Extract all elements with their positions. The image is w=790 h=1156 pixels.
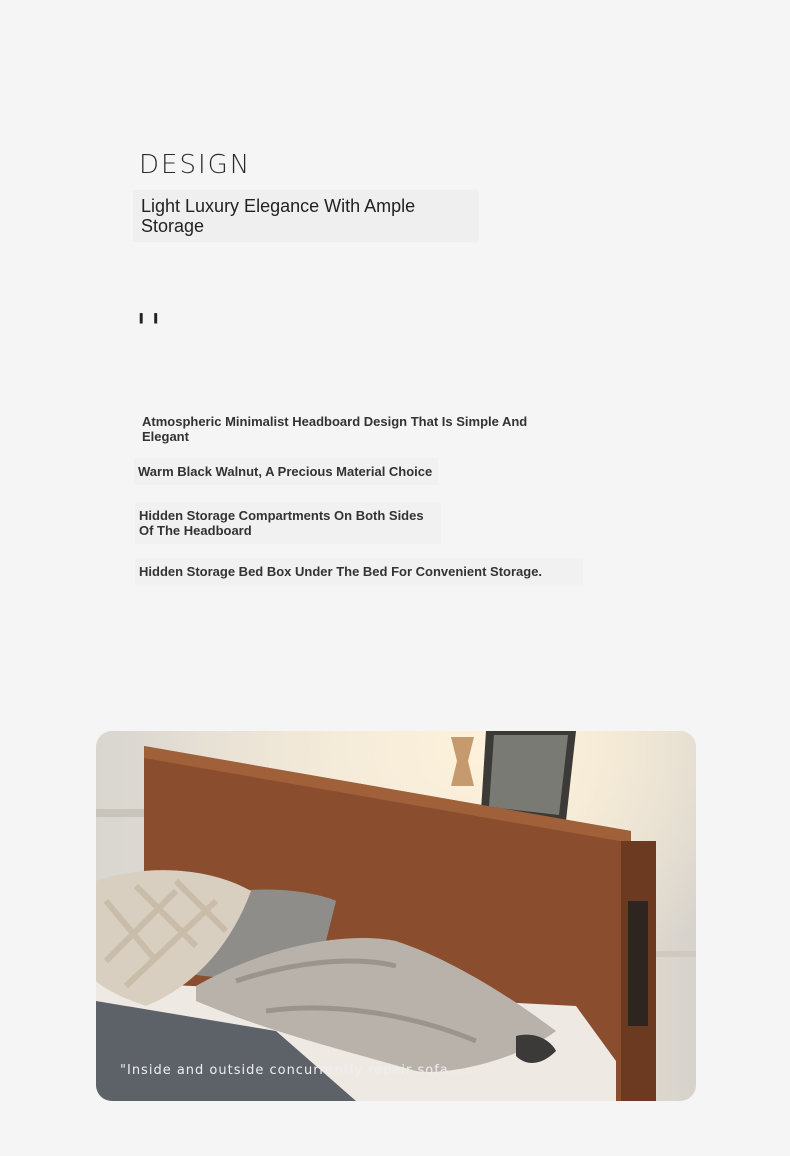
photo-caption: "Inside and outside concurrently repair sofa......	[120, 1063, 480, 1078]
quote-mark: ''	[136, 306, 165, 350]
feature-item-material: Warm Black Walnut, A Precious Material Choice	[134, 458, 438, 485]
feature-item-storage-box: Hidden Storage Bed Box Under The Bed For Convenient Storage.	[135, 558, 583, 585]
bed-illustration	[96, 731, 696, 1101]
section-eyebrow: DESIGN	[139, 150, 252, 180]
feature-item-compartments: Hidden Storage Compartments On Both Sides Of The Headboard	[135, 502, 441, 544]
product-photo	[96, 731, 696, 1101]
section-headline: Light Luxury Elegance With Ample Storage	[133, 190, 479, 242]
feature-item-headboard: Atmospheric Minimalist Headboard Design That Is Simple And Elegant	[142, 414, 528, 444]
